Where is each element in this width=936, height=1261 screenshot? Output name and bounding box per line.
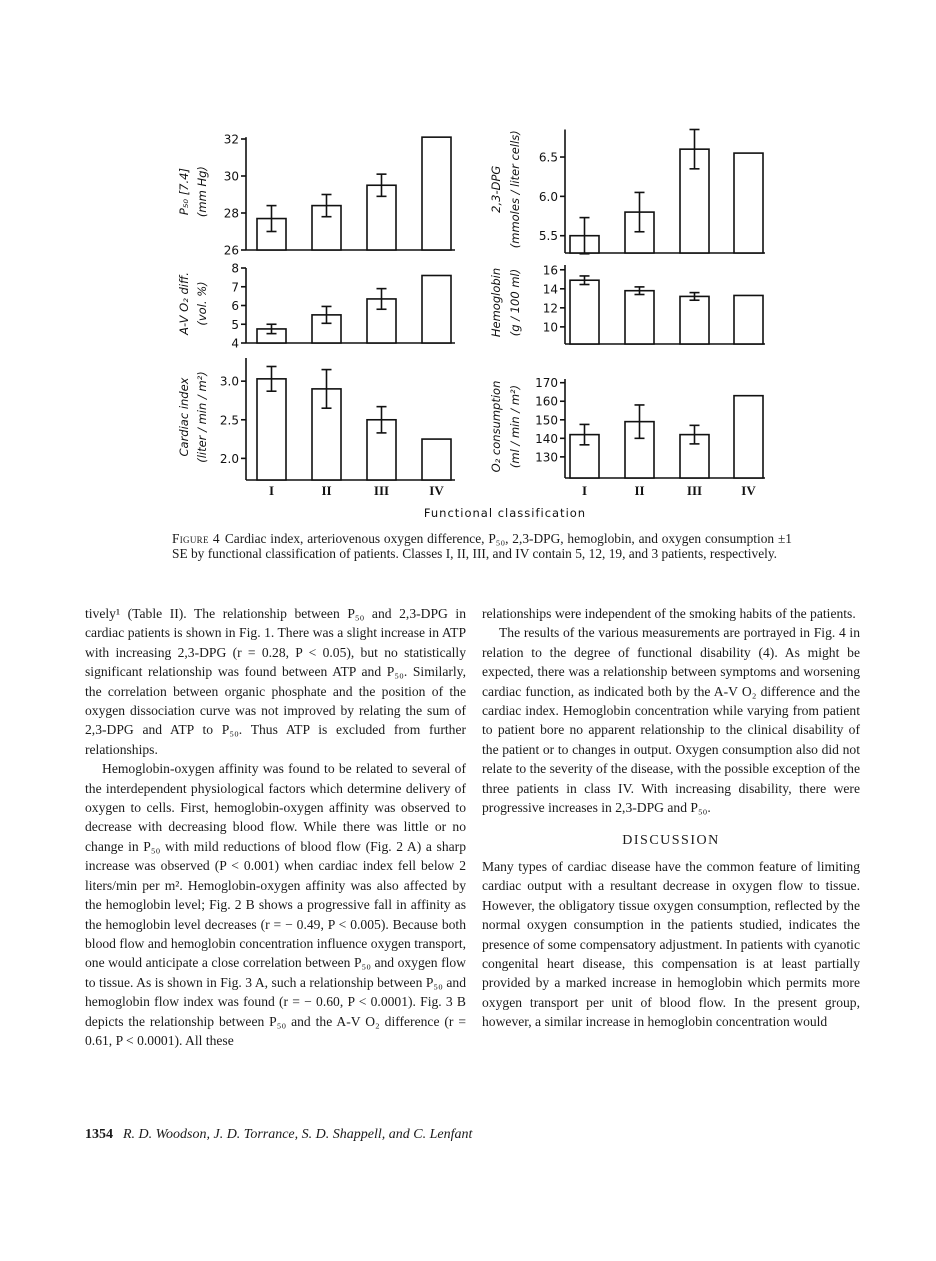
page-number: 1354 — [85, 1127, 113, 1142]
o2-tick-label: 160 — [535, 394, 558, 409]
paragraph: Hemoglobin-oxygen affinity was found to be related to several of the interdependent physiological factors which determine delivery of oxygen to cells. First, hemoglobin-oxygen affinity was observed to decrease with decreasing blood flow. While there was little or no change in P₅₀ with mild reductions of blood flow (Fig. 2 A) a sharp increase was observed (P < 0.001) when cardiac index fell below 2 liters/min per m². Hemoglobin-oxygen affinity was also affected by the hemoglobin level; Fig. 2 B shows a progressive fall in affinity as the hemoglobin level decreases (r = − 0.49, P < 0.005). Because both blood flow and hemoglobin concentration influence oxygen transport, one would anticipate a close correlation between P₅₀ and oxygen flow to tissue. As is shown in Fig. 3 A, such a relationship between P₅₀ and hemoglobin flow index was found (r = − 0.60, P < 0.0001). Fig. 3 B depicts the relationship between P₅₀ and the A-V O₂ difference (r = 0.61, P < 0.0001). All these — [85, 761, 466, 1048]
ci-tick-label: 3.0 — [219, 374, 239, 389]
right-column — [482, 604, 860, 1032]
x-tick-label: II — [634, 483, 645, 498]
o2-tick-label: 170 — [535, 376, 558, 391]
ci-ylabel: (liter / min / m²) — [195, 371, 209, 463]
ci-ylabel: Cardiac index — [177, 377, 191, 457]
paragraph: Many types of cardiac disease have the common feature of limiting cardiac output with a resultant decrease in oxygen flow to tissue. However, the obligatory tissue oxygen consumption, reflected by the normal oxygen consumption in the patients studied, indicates the presence of some compensatory adjustment. In patients with cyanotic congenital heart disease, this compensation is at least partially provided by a marked increase in hemoglobin which permits more oxygen transport per unit of blood flow. In the present group, however, a similar increase in hemoglobin concentration would — [482, 858, 860, 1030]
hb-bar-IV — [734, 295, 763, 344]
p50-ylabel: (mm Hg) — [195, 166, 209, 218]
hb-ylabel: (g / 100 ml) — [508, 268, 522, 337]
paragraph: tively¹ (Table II). The relationship between P₅₀ and 2,3-DPG in cardiac patients is shown in Fig. 1. There was a slight increase in ATP with increasing 2,3-DPG (r = 0.28, P < 0.05), but no statistically significant relationship was found between ATP and P₅₀. Similarly, the correlation between organic phosphate and the position of the oxygen dissociation curve was not improved by relating the sum of 2,3-DPG and ATP to P₅₀. Thus ATP is excluded from further relationships. — [85, 606, 466, 757]
p50-tick-label: 32 — [223, 132, 239, 147]
avo2-tick-label: 8 — [231, 261, 239, 276]
p50-tick-label: 28 — [223, 206, 239, 221]
p50-tick-label: 26 — [223, 243, 239, 258]
o2-bar-IV — [734, 396, 763, 478]
avo2-tick-label: 4 — [231, 336, 239, 351]
hb-bar-III — [680, 296, 709, 344]
o2-tick-label: 140 — [535, 431, 558, 446]
p50-bar-IV — [422, 137, 451, 250]
ci-tick-label: 2.0 — [219, 451, 239, 466]
dpg-ylabel: (mmoles / liter cells) — [508, 130, 522, 249]
o2-ylabel: (ml / min / m²) — [508, 384, 522, 469]
avo2-ylabel: (vol. %) — [195, 281, 209, 326]
paragraph: relationships were independent of the smoking habits of the patients. — [482, 606, 856, 621]
dpg-tick-label: 6.5 — [538, 150, 558, 165]
x-tick-label: III — [373, 483, 390, 498]
ci-tick-label: 2.5 — [219, 413, 239, 428]
x-axis-label: Functional classification — [423, 506, 587, 520]
x-tick-label: II — [321, 483, 332, 498]
avo2-tick-label: 5 — [231, 317, 239, 332]
avo2-tick-label: 6 — [231, 299, 239, 313]
page-footer — [85, 1127, 472, 1143]
p50-tick-label: 30 — [223, 169, 239, 184]
x-tick-label: I — [581, 483, 588, 498]
hb-tick-label: 14 — [542, 282, 558, 297]
p50-ylabel: P₅₀ [7.4] — [177, 168, 191, 216]
x-tick-label: III — [686, 483, 703, 498]
o2-ylabel: O₂ consumption — [489, 380, 503, 473]
left-column — [85, 604, 466, 1050]
caption-text: Cardiac index, arteriovenous oxygen difference, P₅₀, 2,3-DPG, hemoglobin, and oxygen consumption ±1 SE by functional classification of patients. Classes I, II, III, and IV contain 5, 12, 19, and 3 patients, respectively. — [172, 531, 792, 561]
figure-caption — [172, 531, 792, 561]
avo2-bar-IV — [422, 276, 451, 344]
figure-4 — [0, 0, 936, 530]
avo2-tick-label: 7 — [231, 280, 239, 295]
x-tick-label: I — [268, 483, 275, 498]
x-tick-label: IV — [429, 483, 444, 498]
hb-bar-I — [570, 280, 599, 344]
authors: R. D. Woodson, J. D. Torrance, S. D. Shappell, and C. Lenfant — [123, 1127, 473, 1142]
avo2-ylabel: A-V O₂ diff. — [177, 272, 191, 335]
hb-tick-label: 12 — [542, 301, 558, 316]
hb-tick-label: 10 — [542, 320, 558, 335]
o2-tick-label: 150 — [535, 413, 558, 428]
dpg-tick-label: 6.0 — [538, 189, 558, 204]
ci-bar-I — [257, 379, 286, 480]
dpg-tick-label: 5.5 — [538, 229, 558, 244]
ci-bar-IV — [422, 439, 451, 480]
hb-bar-II — [625, 291, 654, 344]
hb-ylabel: Hemoglobin — [489, 267, 503, 338]
hb-tick-label: 16 — [542, 263, 558, 278]
o2-tick-label: 130 — [535, 450, 558, 465]
paragraph: The results of the various measurements are portrayed in Fig. 4 in relation to the degree of functional disability (4). As might be expected, there was a relationship between symptoms and worsening cardiac function, as indicated both by the A-V O₂ difference and the cardiac index. Hemoglobin concentration while varying from patient to patient bore no apparent relationship to the clinical disability of the patient or to changes in output. Oxygen consumption also did not relate to the severity of the disease, with the possible exception of the three patients in class IV. With increasing disability, there were progressive increases in 2,3-DPG and P₅₀. — [482, 625, 860, 816]
x-tick-label: IV — [741, 483, 756, 498]
dpg-ylabel: 2,3-DPG — [489, 165, 503, 213]
caption-label: Figure 4 — [172, 531, 220, 546]
dpg-bar-IV — [734, 153, 763, 253]
section-heading: DISCUSSION — [622, 833, 720, 849]
